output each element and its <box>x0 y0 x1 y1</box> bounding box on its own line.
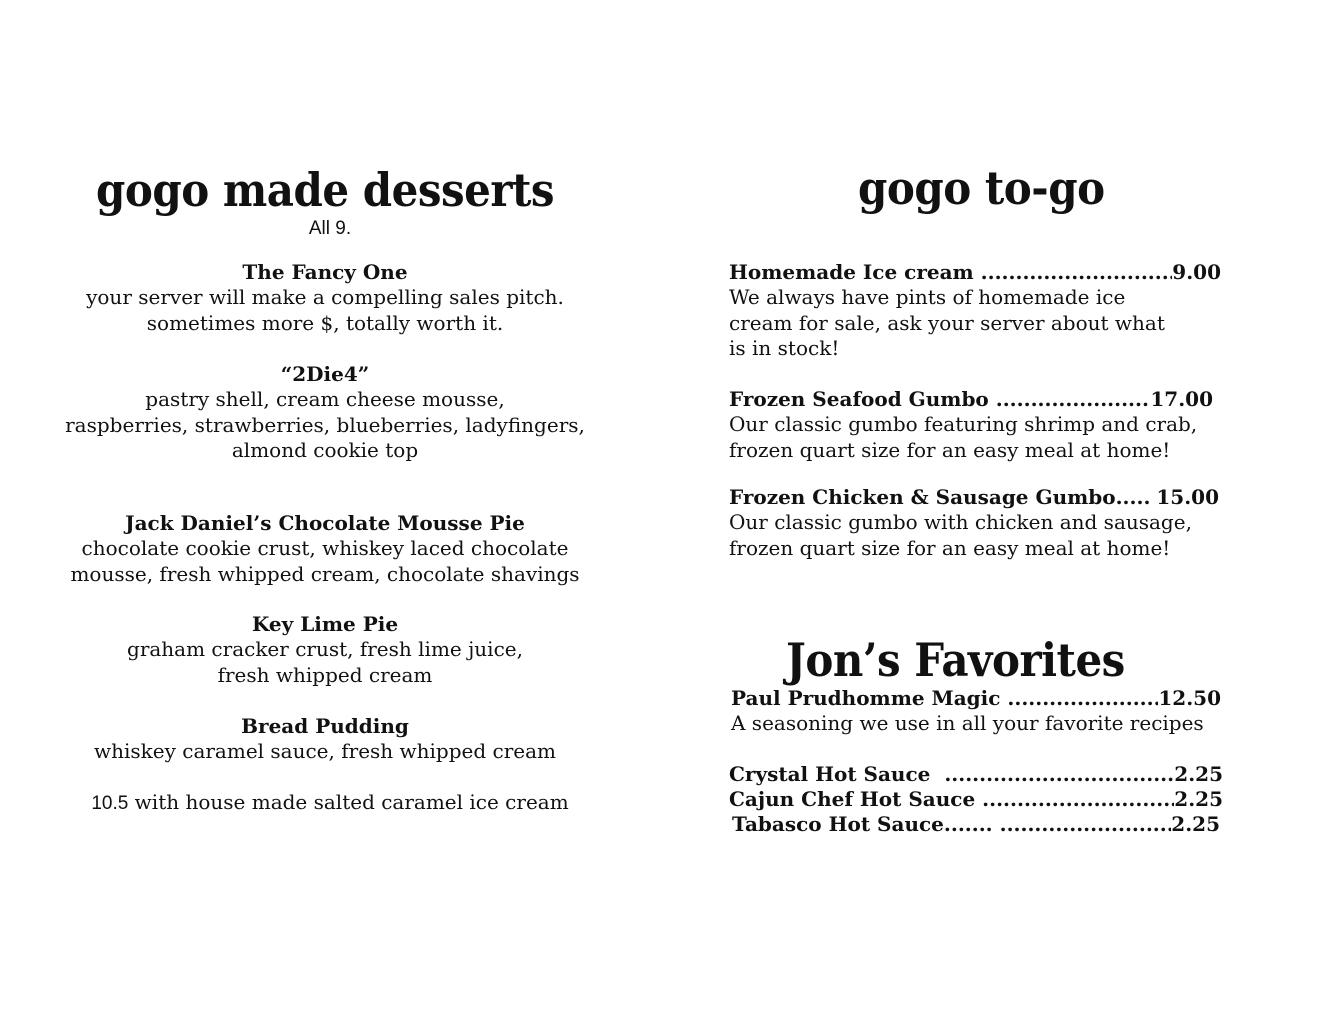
dessert-name: Bread Pudding <box>241 714 409 738</box>
leader-dots <box>981 260 1173 285</box>
favorites-item-desc: A seasoning we use in all your favorite recipes <box>731 711 1204 735</box>
upgrade-price: 10.5 <box>91 793 129 814</box>
dessert-desc-line: pastry shell, cream cheese mousse, <box>145 387 505 411</box>
favorites-item-row <box>731 686 1221 711</box>
favorites-sauces <box>729 762 1223 837</box>
sauce-name: Tabasco Hot Sauce....... <box>732 812 993 836</box>
sauce-price: 2.25 <box>1171 812 1220 836</box>
dessert-desc-line: your server will make a compelling sales pitch. <box>86 285 564 309</box>
to-go-item <box>729 260 1221 362</box>
to-go-item <box>729 387 1213 463</box>
favorites-item-price: 12.50 <box>1158 686 1221 710</box>
leader-dots <box>996 387 1151 412</box>
dessert-desc-line: chocolate cookie crust, whiskey laced chocolate <box>81 536 569 560</box>
to-go-item-name: Frozen Chicken & Sausage Gumbo <box>729 485 1116 509</box>
dessert-item <box>50 511 600 587</box>
sauce-row <box>729 787 1223 812</box>
dessert-item <box>50 612 600 688</box>
to-go-desc-line: We always have pints of homemade ice <box>729 285 1126 309</box>
favorites-magic <box>731 686 1221 737</box>
to-go-desc-line: Our classic gumbo with chicken and sausage, <box>729 510 1192 534</box>
sauce-price: 2.25 <box>1174 762 1223 786</box>
sauce-name: Crystal Hot Sauce <box>729 762 931 786</box>
dessert-upgrade-note <box>50 790 610 815</box>
to-go-item-row <box>729 260 1221 285</box>
to-go-item-row <box>729 387 1213 412</box>
dessert-desc-line: sometimes more $, totally worth it. <box>146 310 504 335</box>
to-go-item-name: Homemade Ice cream <box>729 260 974 284</box>
dessert-desc-line: raspberries, strawberries, blueberries, ladyfingers, <box>65 412 585 437</box>
favorites-item-name: Paul Prudhomme Magic <box>731 686 1001 710</box>
leader-dots <box>1007 686 1158 711</box>
leader-dots <box>1000 812 1172 837</box>
upgrade-text: with house made salted caramel ice cream <box>134 790 569 814</box>
dessert-name: Key Lime Pie <box>251 612 399 636</box>
to-go-item-price: 17.00 <box>1150 387 1213 411</box>
leader-dots <box>944 762 1174 787</box>
to-go-item <box>729 485 1219 561</box>
favorites-title: Jon’s Favorites <box>786 634 1125 687</box>
to-go-desc-line: cream for sale, ask your server about what <box>729 310 1165 335</box>
desserts-title: gogo made desserts <box>95 164 555 217</box>
leader-dots <box>1116 485 1150 510</box>
to-go-desc-line: frozen quart size for an easy meal at home! <box>729 535 1171 560</box>
dessert-desc-line: fresh whipped cream <box>217 662 433 687</box>
sauce-row <box>729 762 1223 787</box>
to-go-desc-line: is in stock! <box>729 336 840 360</box>
leader-dots <box>982 787 1174 812</box>
dessert-item <box>50 362 600 464</box>
to-go-desc-line: Our classic gumbo featuring shrimp and crab, <box>729 412 1198 436</box>
to-go-item-row <box>729 485 1219 510</box>
dessert-desc-line: almond cookie top <box>231 438 419 462</box>
to-go-item-price: 15.00 <box>1156 485 1219 509</box>
to-go-item-name: Frozen Seafood Gumbo <box>729 387 989 411</box>
dessert-desc-line: mousse, fresh whipped cream, chocolate shavings <box>70 561 580 586</box>
to-go-title: gogo to-go <box>858 162 1105 215</box>
dessert-item <box>50 714 600 765</box>
to-go-item-price: 9.00 <box>1172 260 1221 284</box>
dessert-name: Jack Daniel’s Chocolate Mousse Pie <box>125 511 525 535</box>
to-go-desc-line: frozen quart size for an easy meal at home! <box>729 437 1171 462</box>
dessert-item <box>50 260 600 336</box>
sauce-name: Cajun Chef Hot Sauce <box>729 787 976 811</box>
desserts-price-note: All 9. <box>308 218 352 239</box>
sauce-price: 2.25 <box>1174 787 1223 811</box>
dessert-desc-line: graham cracker crust, fresh lime juice, <box>127 637 523 661</box>
sauce-row <box>729 812 1220 837</box>
dessert-name: The Fancy One <box>242 260 408 284</box>
dessert-name: “2Die4” <box>280 362 370 386</box>
dessert-desc-line: whiskey caramel sauce, fresh whipped cream <box>93 739 557 763</box>
